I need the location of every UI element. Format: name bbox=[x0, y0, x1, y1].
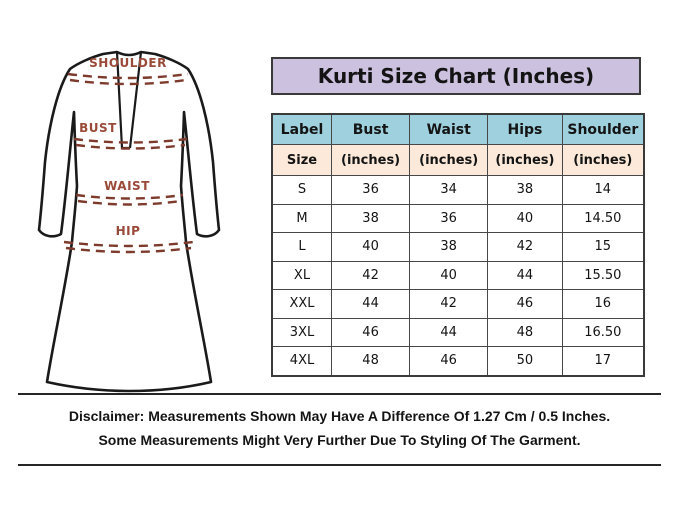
value-cell: 44 bbox=[488, 261, 562, 290]
value-cell: 17 bbox=[562, 347, 644, 376]
value-cell: 50 bbox=[488, 347, 562, 376]
table-row-l bbox=[272, 233, 644, 262]
disclaimer-line-2: Some Measurements Might Very Further Due To Styling Of The Garment. bbox=[98, 432, 581, 448]
bust-label: BUST bbox=[79, 121, 117, 135]
value-cell: 42 bbox=[332, 261, 410, 290]
subheader-shoulder-units: (inches) bbox=[562, 145, 644, 176]
kurti-diagram bbox=[30, 44, 230, 394]
value-cell: 40 bbox=[410, 261, 488, 290]
table-subheader-row bbox=[272, 145, 644, 176]
value-cell: 16 bbox=[562, 290, 644, 319]
waist-label: WAIST bbox=[104, 179, 150, 193]
table-row-4xl bbox=[272, 347, 644, 376]
chart-title-box bbox=[271, 57, 641, 95]
disclaimer-text bbox=[18, 404, 661, 452]
value-cell: 34 bbox=[410, 176, 488, 205]
value-cell: 16.50 bbox=[562, 318, 644, 347]
table-row-s bbox=[272, 176, 644, 205]
table-row-m bbox=[272, 204, 644, 233]
col-header-shoulder: Shoulder bbox=[562, 114, 644, 145]
size-cell: 4XL bbox=[272, 347, 332, 376]
col-header-bust: Bust bbox=[332, 114, 410, 145]
col-header-waist: Waist bbox=[410, 114, 488, 145]
value-cell: 44 bbox=[410, 318, 488, 347]
value-cell: 42 bbox=[488, 233, 562, 262]
size-cell: M bbox=[272, 204, 332, 233]
size-cell: L bbox=[272, 233, 332, 262]
subheader-waist-units: (inches) bbox=[410, 145, 488, 176]
value-cell: 46 bbox=[332, 318, 410, 347]
table-row-xl bbox=[272, 261, 644, 290]
value-cell: 40 bbox=[488, 204, 562, 233]
size-cell: XL bbox=[272, 261, 332, 290]
value-cell: 14.50 bbox=[562, 204, 644, 233]
subheader-bust-units: (inches) bbox=[332, 145, 410, 176]
hip-label: HIP bbox=[115, 224, 141, 238]
divider-line-top bbox=[18, 393, 661, 395]
value-cell: 48 bbox=[488, 318, 562, 347]
kurti-outline-drawing bbox=[30, 44, 230, 394]
value-cell: 38 bbox=[332, 204, 410, 233]
value-cell: 14 bbox=[562, 176, 644, 205]
subheader-size: Size bbox=[272, 145, 332, 176]
value-cell: 48 bbox=[332, 347, 410, 376]
table-row-3xl bbox=[272, 318, 644, 347]
value-cell: 44 bbox=[332, 290, 410, 319]
chart-title: Kurti Size Chart (Inches) bbox=[317, 64, 595, 88]
shoulder-label: SHOULDER bbox=[89, 56, 167, 70]
value-cell: 15 bbox=[562, 233, 644, 262]
value-cell: 46 bbox=[488, 290, 562, 319]
kurti-body-outline bbox=[39, 52, 219, 391]
disclaimer-line-1: Disclaimer: Measurements Shown May Have A Difference Of 1.27 Cm / 0.5 Inches. bbox=[68, 408, 611, 424]
value-cell: 15.50 bbox=[562, 261, 644, 290]
table-header-row bbox=[272, 114, 644, 145]
value-cell: 42 bbox=[410, 290, 488, 319]
divider-line-bottom bbox=[18, 464, 661, 466]
col-header-label: Label bbox=[272, 114, 332, 145]
value-cell: 36 bbox=[410, 204, 488, 233]
col-header-hips: Hips bbox=[488, 114, 562, 145]
size-cell: XXL bbox=[272, 290, 332, 319]
size-cell: 3XL bbox=[272, 318, 332, 347]
value-cell: 40 bbox=[332, 233, 410, 262]
subheader-hips-units: (inches) bbox=[488, 145, 562, 176]
value-cell: 38 bbox=[410, 233, 488, 262]
table-row-xxl bbox=[272, 290, 644, 319]
size-cell: S bbox=[272, 176, 332, 205]
value-cell: 46 bbox=[410, 347, 488, 376]
value-cell: 38 bbox=[488, 176, 562, 205]
size-chart-table bbox=[271, 113, 645, 377]
value-cell: 36 bbox=[332, 176, 410, 205]
